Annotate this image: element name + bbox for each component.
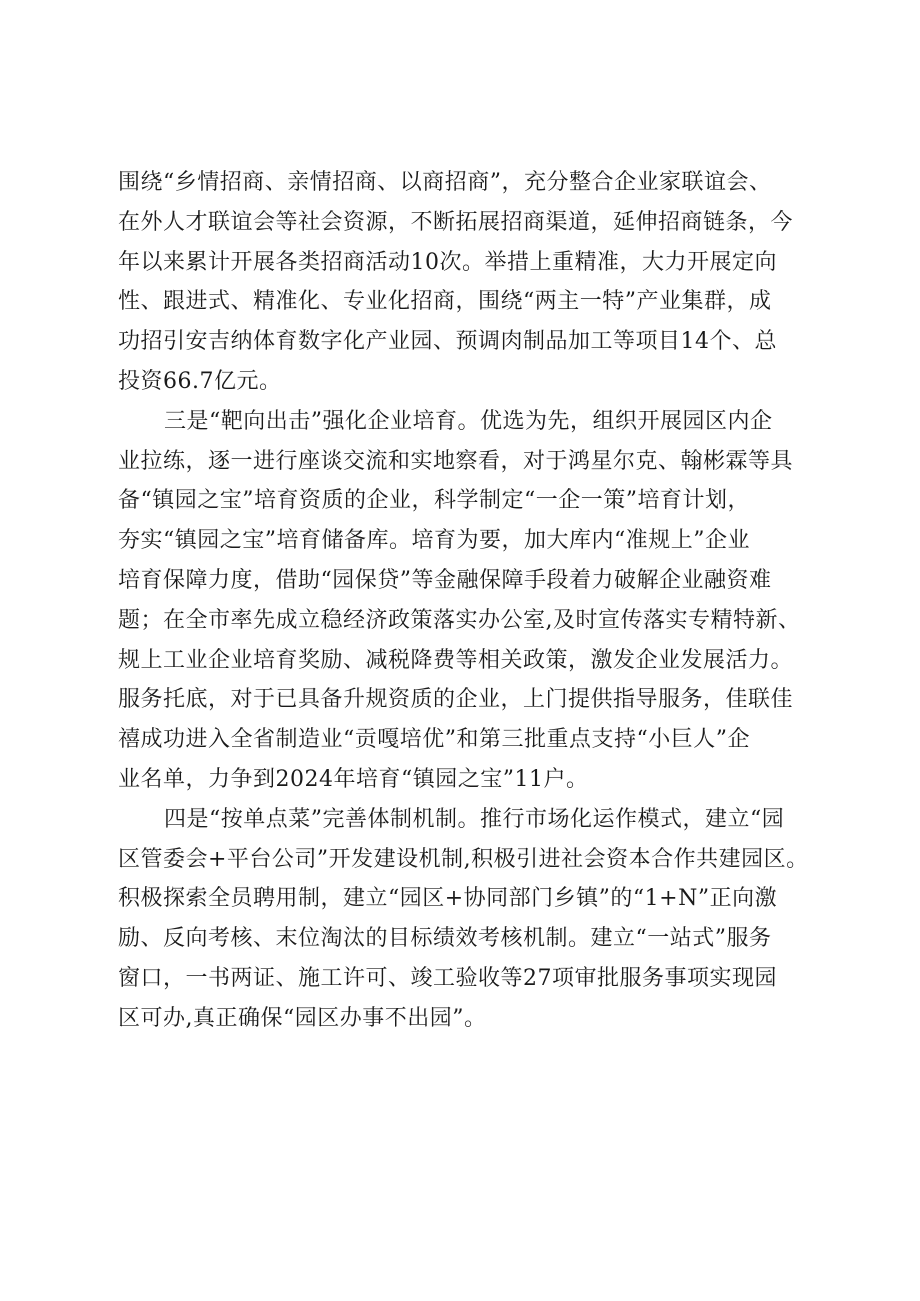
text-line: 业拉练，逐一进行座谈交流和实地察看，对于鸿星尔克、翰彬霖等具 [118, 448, 794, 474]
text-line: 积极探索全员聘用制，建立“园区+协同部门乡镇”的“1+N”正向激 [118, 886, 778, 912]
text-line: 禧成功进入全省制造业“贡嘎培优”和第三批重点支持“小巨人”企 [118, 727, 750, 753]
text-line: 在外人才联谊会等社会资源，不断拓展招商渠道，延伸招商链条，今 [118, 209, 794, 235]
text-line: 围绕“乡情招商、亲情招商、以商招商”，充分整合企业家联谊会、 [118, 170, 772, 195]
text-line: 服务托底，对于已具备升规资质的企业，上门提供指导服务，佳联佳 [118, 687, 794, 713]
text-line: 业名单，力争到2024年培育“镇园之宝”11户。 [118, 766, 589, 792]
text-line: 题；在全市率先成立稳经济政策落实办公室,及时宣传落实专精特新、 [118, 607, 801, 633]
paragraph-investment [118, 163, 838, 402]
document-body [118, 163, 838, 1039]
paragraph-third-cultivation [118, 402, 838, 800]
text-line: 投资66.7亿元。 [118, 368, 282, 394]
text-line: 区管委会+平台公司”开发建设机制,积极引进社会资本合作共建园区。 [118, 846, 809, 872]
text-line: 培育保障力度，借助“园保贷”等金融保障手段着力破解企业融资难 [118, 567, 772, 593]
text-line: 四是“按单点菜”完善体制机制。推行市场化运作模式，建立“园 [164, 806, 785, 832]
text-line: 窗口，一书两证、施工许可、竣工验收等27项审批服务事项实现园 [118, 965, 777, 991]
text-line: 三是“靶向出击”强化企业培育。优选为先，组织开展园区内企 [164, 408, 773, 434]
paragraph-fourth-mechanism [118, 800, 838, 1039]
text-line: 功招引安吉纳体育数字化产业园、预调肉制品加工等项目14个、总 [118, 329, 777, 355]
text-line: 规上工业企业培育奖励、减税降费等相关政策，激发企业发展活力。 [118, 647, 794, 673]
text-line: 性、跟进式、精准化、专业化招商，围绕“两主一特”产业集群，成 [118, 289, 772, 315]
text-line: 夯实“镇园之宝”培育储备库。培育为要，加大库内“准规上”企业 [118, 528, 750, 554]
text-line: 年以来累计开展各类招商活动10次。举措上重精准，大力开展定向 [118, 249, 777, 275]
text-line: 备“镇园之宝”培育资质的企业，科学制定“一企一策”培育计划， [118, 488, 750, 514]
text-line: 区可办,真正确保“园区办事不出园”。 [118, 1005, 487, 1031]
text-line: 励、反向考核、末位淘汰的目标绩效考核机制。建立“一站式”服务 [118, 926, 772, 952]
